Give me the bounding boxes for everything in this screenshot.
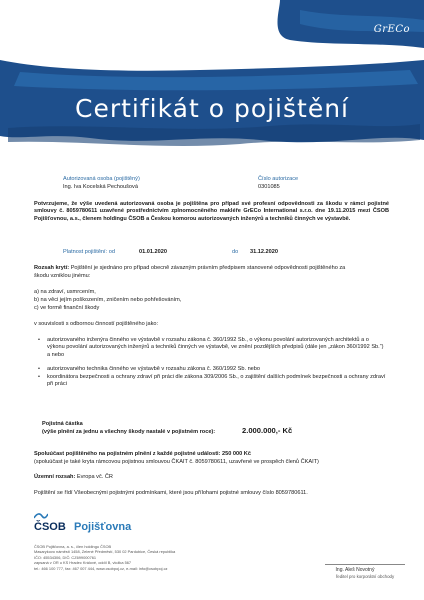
greco-logo: GrECo [373, 24, 410, 35]
deductible-line-2: (spoluúčast je také kryta rámcovou pojistnou smlouvou ČKAIT č. 8059780611, uzavřené ve prospěch členů ČKAIT) [34, 459, 319, 465]
footer-line: zapsaná v OR u KS Hradec Králové, oddíl B, vložka 567 [34, 560, 132, 566]
insured-label-main: Autorizovaná osoba [63, 176, 113, 182]
bullet-dot-3: • [38, 374, 40, 380]
csob-wave-icon [34, 512, 48, 520]
footer-line: Masarykovo náměstí 1458, Zelené Předměstí, 530 02 Pardubice, Česká republika [34, 549, 176, 555]
scope-text-1: Pojištění je sjednáno pro případ obecně závazným právním předpisem stanovené odpovědnosti pojištěného za [70, 265, 346, 271]
csob-logo: ČSOB [34, 521, 66, 533]
validity-to-label: do [232, 249, 239, 255]
scope-line-1 [34, 265, 345, 272]
deductible-line-1: Spoluúčast pojištěného na pojistném plnění z každé pojistné události: 250 000 Kč [34, 451, 251, 457]
territory-label: Územní rozsah: [34, 474, 76, 480]
signatory-name: Ing. Aleš Novotný [335, 567, 375, 573]
insured-label [63, 176, 140, 183]
scope-item-b: b) na věci jejím poškozením, zničením nebo pohřešováním, [34, 297, 182, 303]
sum-label-1: Pojistná částka [42, 421, 83, 427]
validity-label: Platnost pojištění: od [63, 249, 115, 255]
scope-text-2: škodu vzniklou jinému: [34, 273, 91, 279]
scope-bullet-2: autorizovaného technika činného ve výstavbě v rozsahu zákona č. 360/1992 Sb. nebo [47, 366, 261, 372]
footer-line: ČSOB Pojišťovna, a. s., člen holdingu ČSOB [34, 544, 112, 549]
pojistovna-logo: Pojišťovna [74, 521, 132, 533]
sum-value: 2.000.000,- Kč [242, 426, 293, 435]
scope-bullet-1: autorizovaného inženýra činného ve výstavbě v rozsahu zákona č. 360/1992 Sb., o výkonu povolání autorizovaných architektů a o výkonu povolání autorizovaných inženýrů a techniků činných ve výstavbě, ve znění pozdějších předpisů (dále jen „zákon 360/1992 Sb.“) a nebo [47, 337, 384, 358]
bullet-dot-2: • [38, 366, 40, 372]
closing-text: Pojištění se řídí Všeobecnými pojistnými podmínkami, které jsou přílohami pojistné smlouvy číslo 8059780611. [34, 490, 308, 496]
scope-intro: v souvislosti s odbornou činností pojištěného jako: [34, 321, 159, 327]
footer-line: tel.: 466 100 777, fax: 467 007 444, www.csobpoj.cz, e-mail: info@csobpoj.cz [34, 565, 168, 571]
sum-label-2: (výše plnění za jednu a všechny škody nastalé v pojistném roce): [42, 429, 216, 435]
insured-label-paren: (pojištěný) [114, 176, 140, 182]
scope-item-c: c) ve formě finanční škody [34, 305, 100, 311]
auth-number: 0301085 [258, 184, 280, 190]
footer-line: IČO: 45534306, DIČ: CZ699000761 [34, 554, 97, 560]
signatory-role: ředitel pro korporátní obchody [335, 574, 395, 579]
signature-line [325, 564, 405, 565]
validity-from: 01.01.2020 [139, 249, 167, 255]
company-footer [34, 544, 175, 571]
validity-to: 31.12.2020 [250, 249, 278, 255]
scope-bullet-3: koordinátora bezpečnosti a ochrany zdraví při práci dle zákona 309/2006 Sb., o zajištění dalších podmínek bezpečnosti a ochrany zdraví při práci [47, 374, 386, 388]
insured-name: Ing. Iva Kocelská Pechoušová [63, 184, 138, 190]
scope-item-a: a) na zdraví, usmrcením, [34, 289, 96, 295]
bullet-dot-1: • [38, 337, 40, 343]
territory-line [34, 474, 113, 481]
confirmation-text: Potvrzujeme, že výše uvedená autorizovaná osoba je pojištěna pro případ své profesní odpovědnosti za škodu v rámci pojistné smlouvy č. 8059780611 uzavřené prostřednictvím zplnomocněného makléře GrECo International s.r.o. dne 19.11.2015 mezi ČSOB Pojišťovnou, a.s., členem holdingu ČSOB a Českou komorou autorizovaných inženýrů a techniků činných ve výstavbě. [34, 201, 389, 222]
brush-banner-graphic [0, 0, 424, 150]
header-banner [0, 0, 424, 150]
scope-label: Rozsah krytí: [34, 265, 70, 271]
certificate-title: Certifikát o pojištění [74, 94, 349, 123]
territory-value: Evropa vč. ČR [76, 474, 113, 480]
auth-number-label: Číslo autorizace [258, 176, 299, 182]
